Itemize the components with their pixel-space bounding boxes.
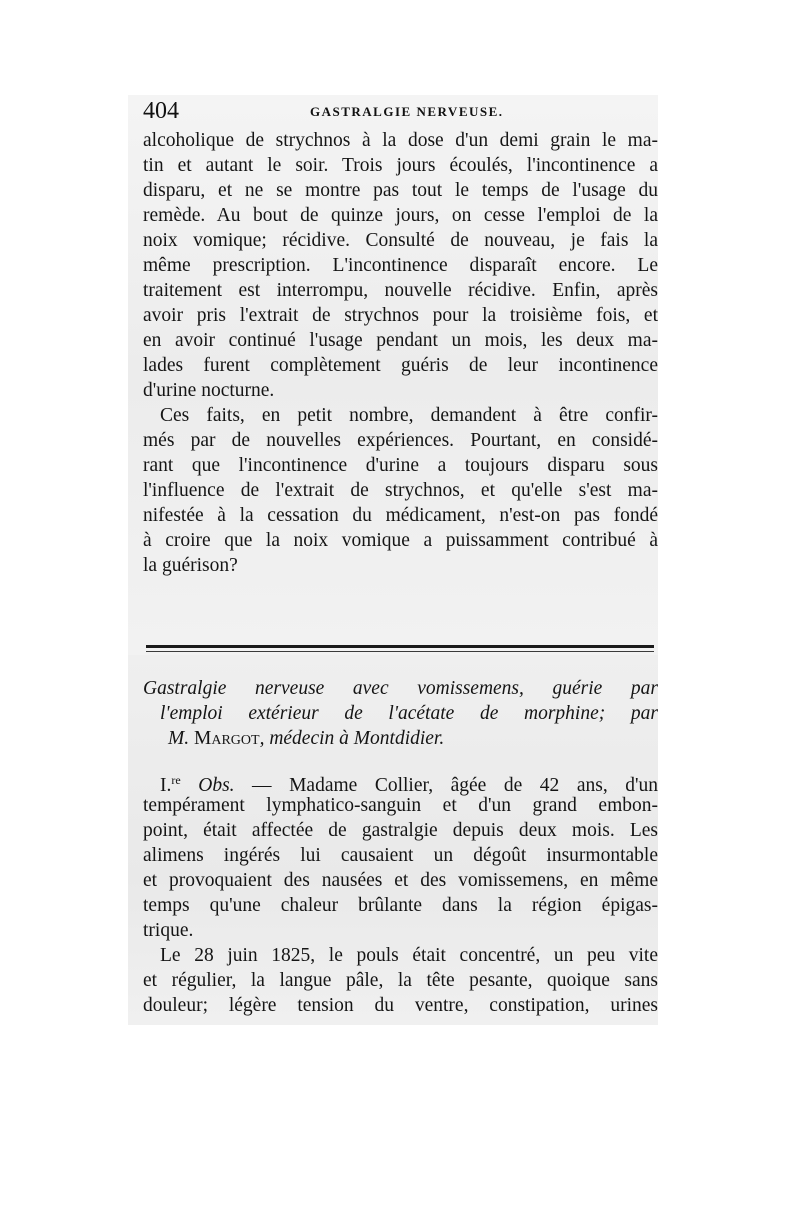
author-prefix: M.	[168, 728, 190, 749]
text-line: douleur; légère tension du ventre, constipation, urines	[143, 995, 658, 1016]
article-title-line: Gastralgie nerveuse avec vomissemens, guérie par	[143, 678, 658, 699]
section-rule	[146, 645, 654, 648]
text-line: avoir pris l'extrait de strychnos pour la troisième fois, et	[143, 305, 658, 326]
text-line: lades furent complètement guéris de leur incontinence	[143, 355, 658, 376]
obs-superscript: re	[171, 773, 181, 787]
text-line: remède. Au bout de quinze jours, on cesse l'emploi de la	[143, 205, 658, 226]
obs-number: I.	[160, 775, 172, 796]
text-line: point, était affectée de gastralgie depuis deux mois. Les	[143, 820, 658, 841]
text-line: trique.	[143, 920, 194, 941]
section-rule-thin	[146, 651, 654, 652]
text-line: la guérison?	[143, 555, 238, 576]
text-line: d'urine nocturne.	[143, 380, 275, 401]
page-header	[143, 98, 658, 126]
author-suffix: , médecin à Montdidier.	[259, 728, 445, 749]
text-line: tin et autant le soir. Trois jours écoulés, l'incontinence a	[143, 155, 658, 176]
text-line: et régulier, la langue pâle, la tête pesante, quoique sans	[143, 970, 658, 991]
text-line: rant que l'incontinence d'urine a toujours disparu sous	[143, 455, 658, 476]
page-number: 404	[143, 98, 179, 124]
text-line: més par de nouvelles expériences. Pourtant, en considé-	[143, 430, 658, 451]
running-title: GASTRALGIE NERVEUSE.	[310, 104, 504, 119]
text-line: en avoir continué l'usage pendant un mois, les deux ma-	[143, 330, 658, 351]
text-line: à croire que la noix vomique a puissamment contribué à	[143, 530, 658, 551]
text-line: Le 28 juin 1825, le pouls était concentré, un peu vite	[160, 945, 658, 966]
text-line: alcoholique de strychnos à la dose d'un demi grain le ma-	[143, 130, 658, 151]
text-line: Ces faits, en petit nombre, demandent à être confir-	[160, 405, 658, 426]
obs-first-line-text: — Madame Collier, âgée de 42 ans, d'un	[234, 775, 658, 796]
text-line: et provoquaient des nausées et des vomissemens, en même	[143, 870, 658, 891]
text-line: traitement est interrompu, nouvelle récidive. Enfin, après	[143, 280, 658, 301]
article-author-line	[168, 726, 658, 751]
text-line: tempérament lymphatico-sanguin et d'un grand embon-	[143, 795, 658, 816]
text-line: disparu, et ne se montre pas tout le temps de l'usage du	[143, 180, 658, 201]
text-line: nifestée à la cessation du médicament, n'est-on pas fondé	[143, 505, 658, 526]
article-title-line: l'emploi extérieur de l'acétate de morphine; par	[160, 703, 658, 724]
text-line: noix vomique; récidive. Consulté de nouveau, je fais la	[143, 230, 658, 251]
obs-label: Obs.	[198, 775, 235, 796]
text-line: l'influence de l'extrait de strychnos, et qu'elle s'est ma-	[143, 480, 658, 501]
text-line: temps qu'une chaleur brûlante dans la région épigas-	[143, 895, 658, 916]
author-name: Margot	[194, 728, 260, 749]
text-line: alimens ingérés lui causaient un dégoût insurmontable	[143, 845, 658, 866]
text-line: même prescription. L'incontinence disparaît encore. Le	[143, 255, 658, 276]
